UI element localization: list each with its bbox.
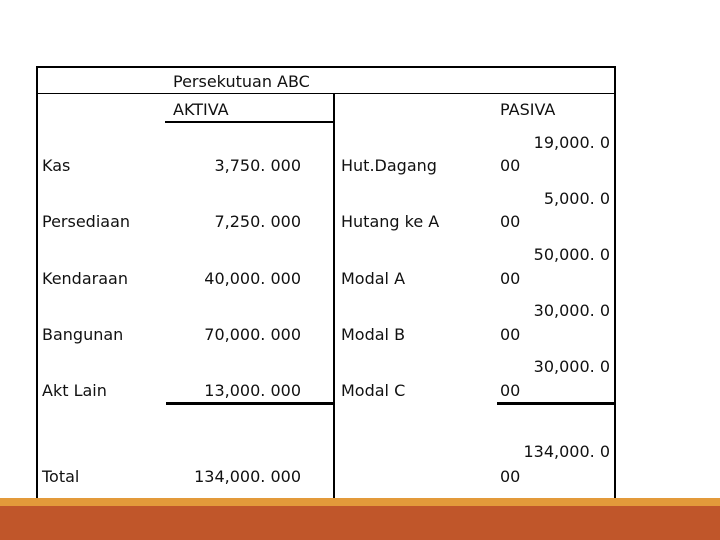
pasiva-row-modal-a-amount-top: 50,000. 0: [533, 245, 610, 264]
pasiva-total-rule: [497, 402, 615, 405]
aktiva-row-kas-amount: 3,750. 000: [214, 156, 301, 175]
aktiva-row-persediaan-label: Persediaan: [42, 212, 131, 231]
table-border-right: [614, 66, 616, 518]
table-border-left: [36, 66, 38, 518]
pasiva-row-modal-a-label: Modal A: [341, 269, 406, 288]
pasiva-row-hutang-ke-a-label: Hutang ke A: [341, 212, 440, 231]
pasiva-row-modal-b-amount-top: 30,000. 0: [533, 301, 610, 320]
aktiva-total-rule: [166, 402, 333, 405]
total-label: Total: [42, 467, 80, 486]
header-divider: [36, 93, 616, 94]
aktiva-underline: [165, 121, 333, 123]
aktiva-row-bangunan-amount: 70,000. 000: [204, 325, 301, 344]
aktiva-row-kendaraan-amount: 40,000. 000: [204, 269, 301, 288]
footer-band: [0, 506, 720, 540]
aktiva-total-amount: 134,000. 000: [194, 467, 301, 486]
table-border-top: [36, 66, 616, 68]
pasiva-row-hut-dagang-label: Hut.Dagang: [341, 156, 437, 175]
pasiva-row-hut-dagang-amount-top: 19,000. 0: [533, 133, 610, 152]
pasiva-total-amount-bottom: 00: [500, 467, 521, 486]
company-title: Persekutuan ABC: [173, 72, 310, 91]
aktiva-row-bangunan-label: Bangunan: [42, 325, 124, 344]
pasiva-row-modal-b-label: Modal B: [341, 325, 406, 344]
aktiva-row-kas-label: Kas: [42, 156, 71, 175]
aktiva-row-akt-lain-label: Akt Lain: [42, 381, 107, 400]
center-divider: [333, 93, 335, 518]
pasiva-row-hut-dagang-amount-bottom: 00: [500, 156, 521, 175]
pasiva-row-modal-a-amount-bottom: 00: [500, 269, 521, 288]
aktiva-heading: AKTIVA: [173, 100, 229, 119]
pasiva-row-modal-c-label: Modal C: [341, 381, 406, 400]
footer-accent-strip: [0, 498, 720, 506]
pasiva-row-hutang-ke-a-amount-top: 5,000. 0: [543, 189, 610, 208]
pasiva-row-modal-c-amount-top: 30,000. 0: [533, 357, 610, 376]
pasiva-row-modal-c-amount-bottom: 00: [500, 381, 521, 400]
pasiva-total-amount-top: 134,000. 0: [523, 442, 610, 461]
pasiva-heading: PASIVA: [500, 100, 556, 119]
aktiva-row-kendaraan-label: Kendaraan: [42, 269, 128, 288]
aktiva-row-akt-lain-amount: 13,000. 000: [204, 381, 301, 400]
pasiva-row-modal-b-amount-bottom: 00: [500, 325, 521, 344]
pasiva-row-hutang-ke-a-amount-bottom: 00: [500, 212, 521, 231]
aktiva-row-persediaan-amount: 7,250. 000: [214, 212, 301, 231]
